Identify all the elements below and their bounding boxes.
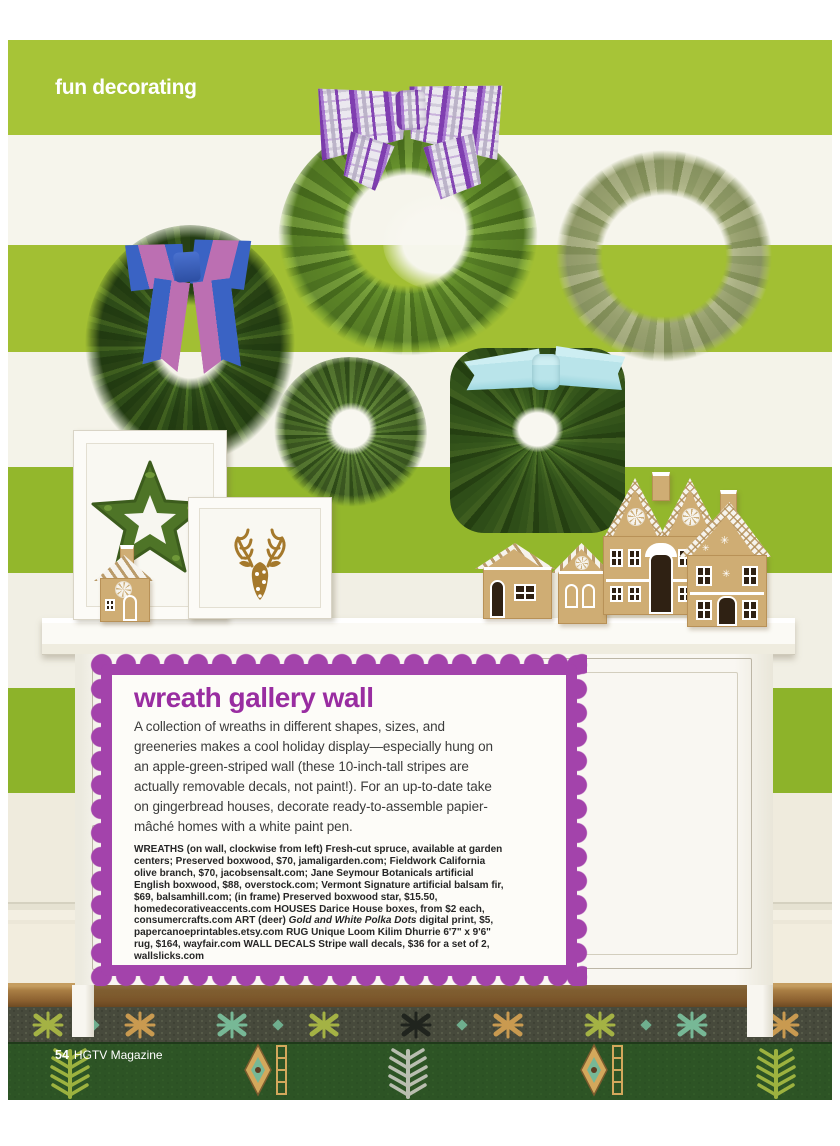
infobox-credits: WREATHS (on wall, clockwise from left) Fresh-cut spruce, available at garden centers; Preserved boxwood, $70, jamaligarden.com; Fieldwork California olive branch, $70, jacobsensalt.com; Jane Seymour Botanicals artificial English boxwood, $88, overstock.com; Vermont Signature artificial balsam fir, $69, balsamhill.com; (in frame) Preserved boxwood star, $15.50, homedecorativeaccents.com HOUSES Darice House boxes, from $2 each, consumercrafts.com ART (deer) Gold and White Polka Dots digital print, $5, papercanoeprintables.etsy.com RUG Unique Loom Kilim Dhurrie 6'7" x 9'6" rug, $164, wayfair.com WALL DECALS Stripe wall decals, $36 for a set of 2, wallslicks.com — [134, 844, 504, 963]
wreath-balsam-fir — [272, 357, 427, 513]
house-door — [649, 553, 673, 614]
page-number: 54 — [55, 1048, 69, 1062]
house-round-window — [627, 508, 645, 526]
magazine-name: HGTV Magazine — [73, 1048, 163, 1062]
house-arch-window — [565, 584, 578, 608]
infobox-body: A collection of wreaths in different shapes, sizes, and greeneries makes a cool holiday display—especially hung on an apple-green-striped wall (these 10-inch-tall stripes are actually removable decals, not paint!). For an up-to-date take on gingerbread houses, decorate ready-to-assemble papier-mâché homes with a white paint pen. — [134, 719, 493, 834]
infobox-content — [112, 675, 566, 965]
bow-knot — [395, 89, 427, 131]
house-window — [628, 586, 641, 602]
house-arch-window — [582, 584, 595, 608]
house-body — [100, 578, 150, 622]
house-door — [490, 580, 505, 618]
house-round-window — [575, 556, 589, 570]
bow-knot — [173, 251, 201, 283]
house-round-window — [682, 508, 700, 526]
deer-art — [220, 512, 300, 608]
house-window — [610, 549, 623, 567]
house-chimney — [652, 472, 670, 501]
house-body — [558, 571, 607, 624]
icing-snowflake: ✳ — [702, 543, 710, 553]
house-window — [610, 586, 623, 602]
infobox-title: wreath gallery wall — [134, 682, 374, 713]
house-window — [696, 600, 712, 620]
wreath-olive-branch — [556, 150, 772, 362]
icing-snowflake: ✳ — [720, 535, 730, 547]
house-body — [687, 555, 767, 627]
console-shadow — [90, 985, 750, 1007]
house-window — [742, 566, 758, 586]
house-door — [717, 596, 737, 626]
house-door — [123, 595, 137, 621]
console-leg — [72, 985, 94, 1037]
photo-spread — [8, 40, 832, 1100]
infobox — [90, 653, 588, 987]
house-window — [514, 584, 536, 601]
house-window — [696, 566, 712, 586]
house-window — [628, 549, 641, 567]
console-leg — [747, 985, 773, 1037]
icing-snowflake: ✳ — [722, 569, 731, 580]
section-label: fun decorating — [55, 76, 197, 99]
wreath-preserved-boxwood — [278, 118, 538, 368]
frame-deer-print — [188, 497, 332, 619]
console-shelf-top — [42, 618, 795, 655]
house-window — [105, 599, 115, 611]
bow-knot — [532, 354, 560, 390]
page-footer — [55, 1048, 163, 1062]
house-body — [483, 567, 552, 619]
house-window — [742, 600, 758, 620]
house-trim — [690, 592, 764, 595]
